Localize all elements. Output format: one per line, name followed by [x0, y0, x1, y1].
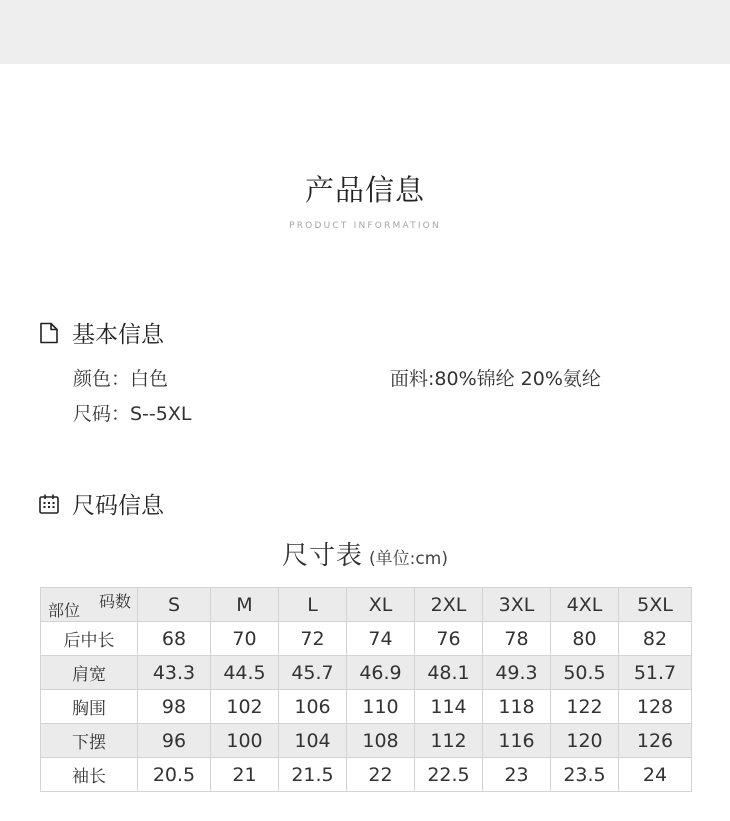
- table-cell: 20.5: [138, 758, 211, 792]
- basic-info-heading: [38, 316, 164, 349]
- top-band: [0, 0, 730, 64]
- table-header-row: [41, 588, 692, 622]
- table-cell: 82: [619, 622, 692, 656]
- table-cell: 46.9: [347, 656, 415, 690]
- document-icon: [38, 322, 60, 344]
- size-table: [40, 587, 692, 792]
- table-cell: 116: [483, 724, 551, 758]
- table-cell: 51.7: [619, 656, 692, 690]
- table-cell: 118: [483, 690, 551, 724]
- table-row: [41, 758, 692, 792]
- table-row: [41, 724, 692, 758]
- table-cell: 49.3: [483, 656, 551, 690]
- fabric-info: 面料:80%锦纶 20%氨纶: [390, 368, 601, 390]
- calendar-icon: [38, 493, 60, 515]
- table-cell: 114: [415, 690, 483, 724]
- table-corner-cell: [41, 588, 138, 622]
- size-table-title-text: 尺寸表: [282, 541, 364, 571]
- table-row: [41, 656, 692, 690]
- size-range-info: 尺码：S--5XL: [73, 403, 192, 425]
- size-table-title: [0, 535, 730, 572]
- table-cell: 22.5: [415, 758, 483, 792]
- row-label: 后中长: [41, 622, 138, 656]
- table-cell: 126: [619, 724, 692, 758]
- table-cell: 50.5: [551, 656, 619, 690]
- table-cell: 100: [211, 724, 279, 758]
- table-cell: 72: [279, 622, 347, 656]
- table-cell: 21.5: [279, 758, 347, 792]
- table-cell: 76: [415, 622, 483, 656]
- column-header: 5XL: [619, 588, 692, 622]
- size-info-heading: [38, 487, 164, 520]
- column-header: 2XL: [415, 588, 483, 622]
- table-cell: 48.1: [415, 656, 483, 690]
- table-row: [41, 690, 692, 724]
- table-cell: 106: [279, 690, 347, 724]
- table-cell: 23: [483, 758, 551, 792]
- table-cell: 21: [211, 758, 279, 792]
- table-cell: 112: [415, 724, 483, 758]
- table-cell: 44.5: [211, 656, 279, 690]
- column-header: 4XL: [551, 588, 619, 622]
- table-cell: 24: [619, 758, 692, 792]
- column-header: L: [279, 588, 347, 622]
- table-cell: 80: [551, 622, 619, 656]
- size-info-title: 尺码信息: [72, 493, 164, 519]
- row-label: 袖长: [41, 758, 138, 792]
- table-cell: 110: [347, 690, 415, 724]
- table-cell: 70: [211, 622, 279, 656]
- table-cell: 120: [551, 724, 619, 758]
- page-title: 产品信息: [304, 173, 425, 207]
- column-header: 3XL: [483, 588, 551, 622]
- page-subtitle: PRODUCT INFORMATION: [289, 221, 441, 231]
- table-cell: 98: [138, 690, 211, 724]
- table-cell: 43.3: [138, 656, 211, 690]
- table-cell: 45.7: [279, 656, 347, 690]
- table-cell: 74: [347, 622, 415, 656]
- corner-size-label: 码数: [98, 592, 131, 611]
- table-cell: 22: [347, 758, 415, 792]
- corner-part-label: 部位: [48, 601, 81, 620]
- table-row: [41, 622, 692, 656]
- table-cell: 108: [347, 724, 415, 758]
- table-cell: 78: [483, 622, 551, 656]
- table-cell: 23.5: [551, 758, 619, 792]
- table-cell: 68: [138, 622, 211, 656]
- size-table-unit: (单位:cm): [369, 549, 448, 569]
- table-cell: 104: [279, 724, 347, 758]
- column-header: S: [138, 588, 211, 622]
- table-cell: 128: [619, 690, 692, 724]
- color-info: 颜色：白色: [73, 368, 169, 390]
- row-label: 下摆: [41, 724, 138, 758]
- basic-info-title: 基本信息: [72, 322, 164, 348]
- table-cell: 102: [211, 690, 279, 724]
- column-header: M: [211, 588, 279, 622]
- table-cell: 122: [551, 690, 619, 724]
- table-cell: 96: [138, 724, 211, 758]
- column-header: XL: [347, 588, 415, 622]
- row-label: 胸围: [41, 690, 138, 724]
- row-label: 肩宽: [41, 656, 138, 690]
